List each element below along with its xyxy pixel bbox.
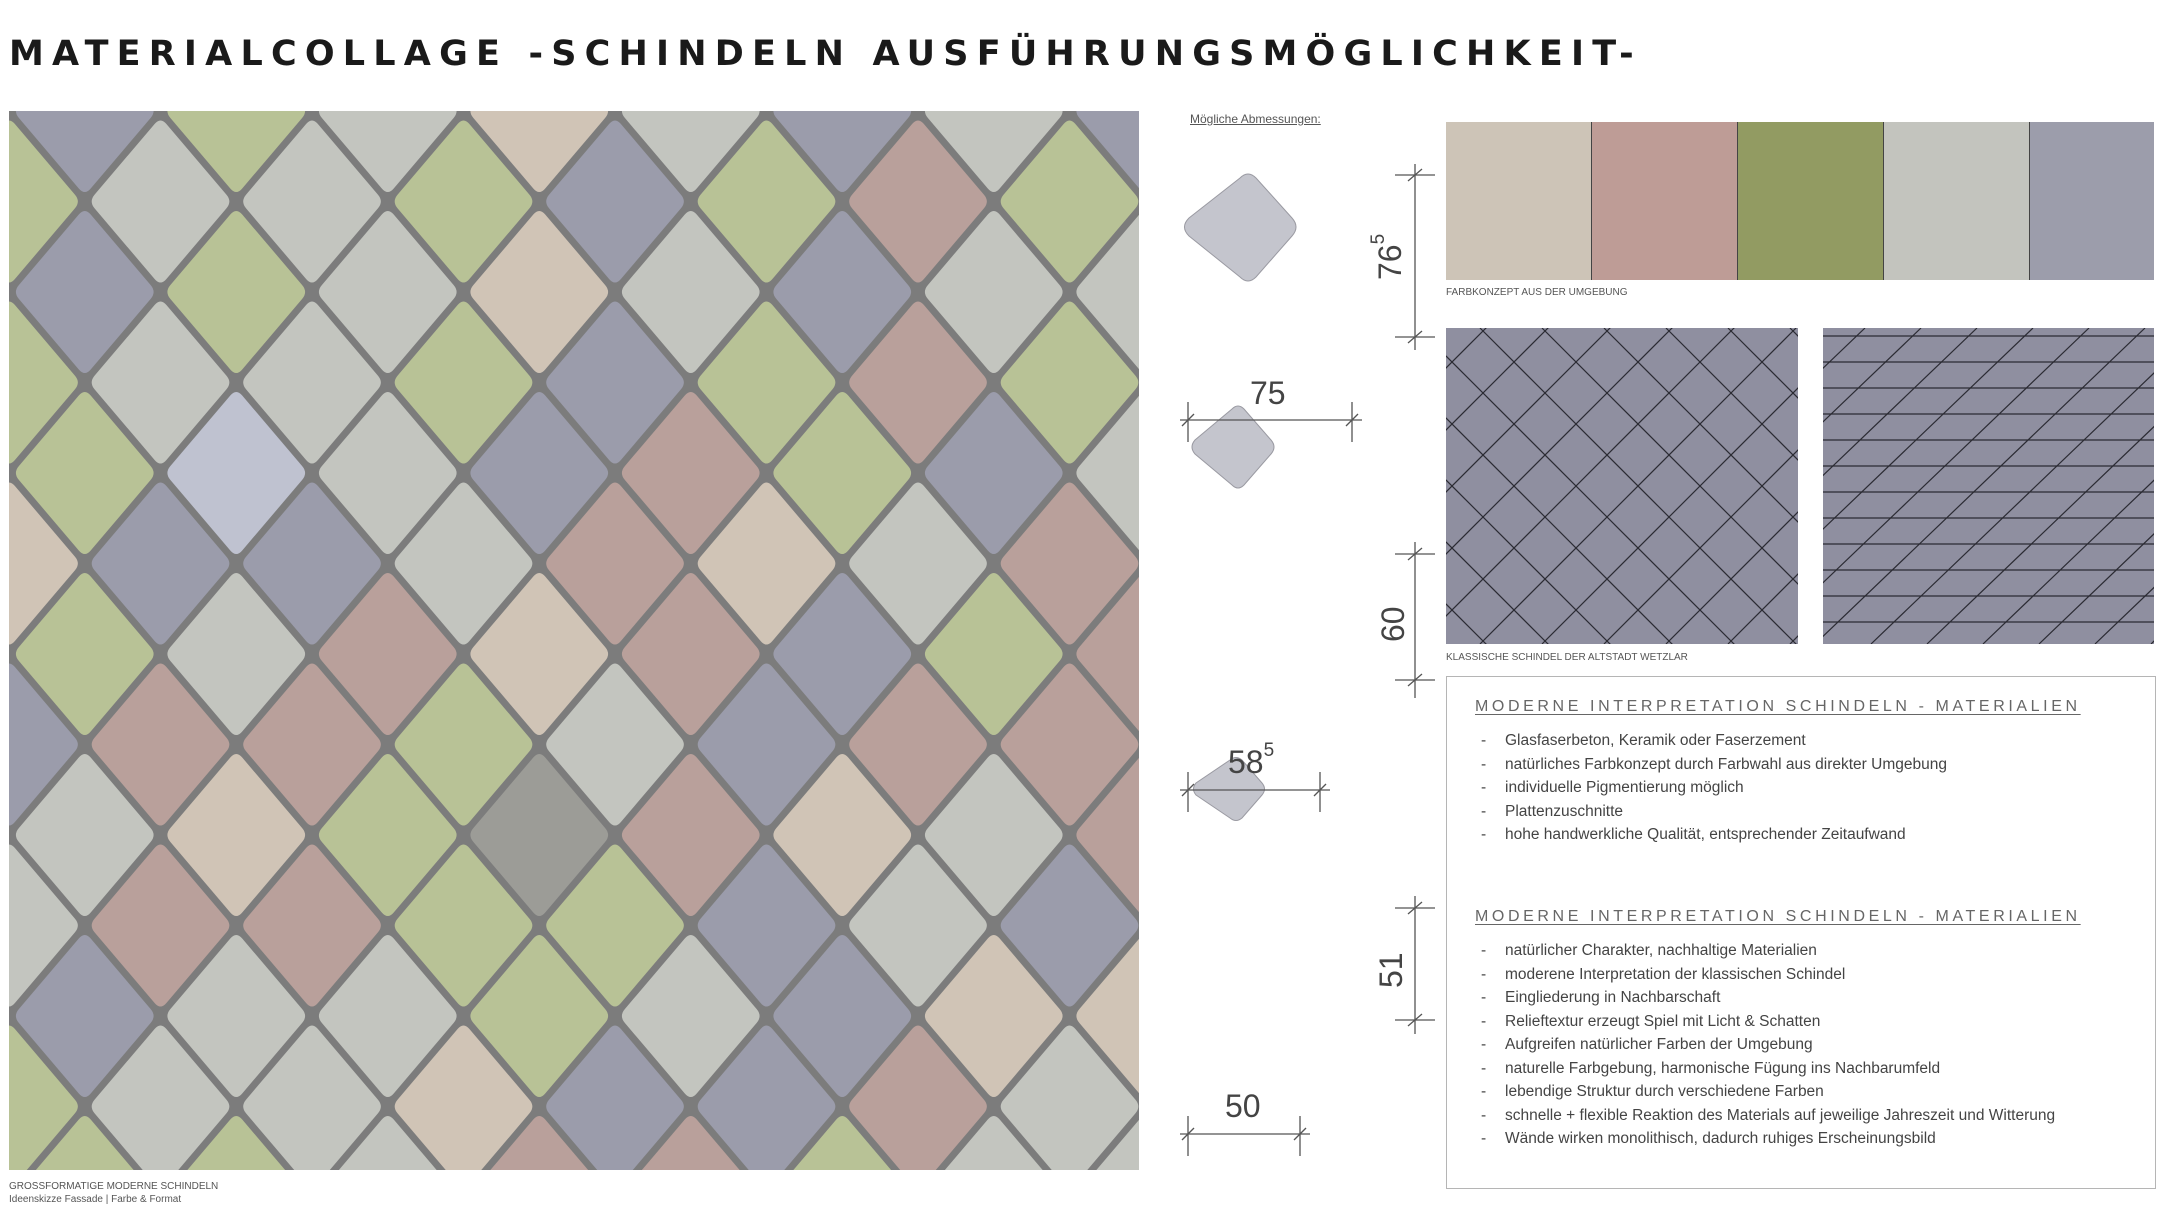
height-76-5-label: $76^5$ (1368, 233, 1408, 280)
classic-pattern-diamond (1446, 328, 1798, 644)
list-item: - Wände wirken monolithisch, dadurch ruhiges Erscheinungsbild (1505, 1127, 2055, 1151)
width-58-5-label: $58^5$ (1228, 740, 1275, 780)
list-item: - individuelle Pigmentierung möglich (1505, 776, 1947, 800)
classic-pattern-diagonal (1823, 328, 2154, 644)
swatch-lightgray (1884, 122, 2030, 280)
list-item: - natürliches Farbkonzept durch Farbwahl aus direkter Umgebung (1505, 753, 1947, 777)
swatch-beige (1446, 122, 1592, 280)
list-item: - Aufgreifen natürlicher Farben der Umgebung (1505, 1033, 2055, 1057)
section2-list (1505, 939, 2055, 1151)
list-item: - Glasfaserbeton, Keramik oder Faserzement (1505, 729, 1947, 753)
swatch-rose (1592, 122, 1738, 280)
page-title: MATERIALCOLLAGE -SCHINDELN AUSFÜHRUNGSMÖGLICHKEIT- (9, 34, 1642, 74)
medium-shingle-shape (1192, 406, 1274, 488)
list-item: - naturelle Farbgebung, harmonische Fügung ins Nachbarumfeld (1505, 1057, 2055, 1081)
list-item: - Relieftextur erzeugt Spiel mit Licht & Schatten (1505, 1010, 2055, 1034)
dimensions-heading: Mögliche Abmessungen: (1190, 112, 1321, 126)
materials-info-box (1446, 676, 2156, 1189)
list-item: - Plattenzuschnitte (1505, 800, 1947, 824)
palette-caption: FARBKONZEPT AUS DER UMGEBUNG (1446, 287, 1628, 298)
list-item: - moderene Interpretation der klassischen Schindel (1505, 963, 2055, 987)
mosaic-caption-line2: Ideenskizze Fassade | Farbe & Format (9, 1194, 182, 1205)
dimension-drawings (1170, 150, 1450, 1180)
swatch-olive (1738, 122, 1884, 280)
section1-list (1505, 729, 1947, 847)
list-item: - schnelle + flexible Reaktion des Materials auf jeweilige Jahreszeit und Witterung (1505, 1104, 2055, 1128)
shingle-mosaic (9, 111, 1139, 1170)
section2-heading: MODERNE INTERPRETATION SCHINDELN - MATERIALIEN (1475, 908, 2081, 925)
swatch-slate (2030, 122, 2154, 280)
list-item: - lebendige Struktur durch verschiedene Farben (1505, 1080, 2055, 1104)
mosaic-caption (9, 1180, 218, 1206)
width-75-label: 75 (1250, 375, 1286, 411)
list-item: - hohe handwerkliche Qualität, entsprechender Zeitaufwand (1505, 823, 1947, 847)
classic-caption: KLASSISCHE SCHINDEL DER ALTSTADT WETZLAR (1446, 652, 1688, 663)
list-item: - Eingliederung in Nachbarschaft (1505, 986, 2055, 1010)
section1-heading: MODERNE INTERPRETATION SCHINDELN - MATERIALIEN (1475, 698, 2081, 715)
width-50-label: 50 (1225, 1088, 1261, 1124)
list-item: - natürlicher Charakter, nachhaltige Materialien (1505, 939, 2055, 963)
height-51-label: 51 (1373, 952, 1409, 988)
mosaic-caption-line1: GROSSFORMATIGE MODERNE SCHINDELN (9, 1181, 219, 1192)
height-60-label: 60 (1375, 606, 1411, 642)
large-shingle-shape (1185, 174, 1297, 281)
